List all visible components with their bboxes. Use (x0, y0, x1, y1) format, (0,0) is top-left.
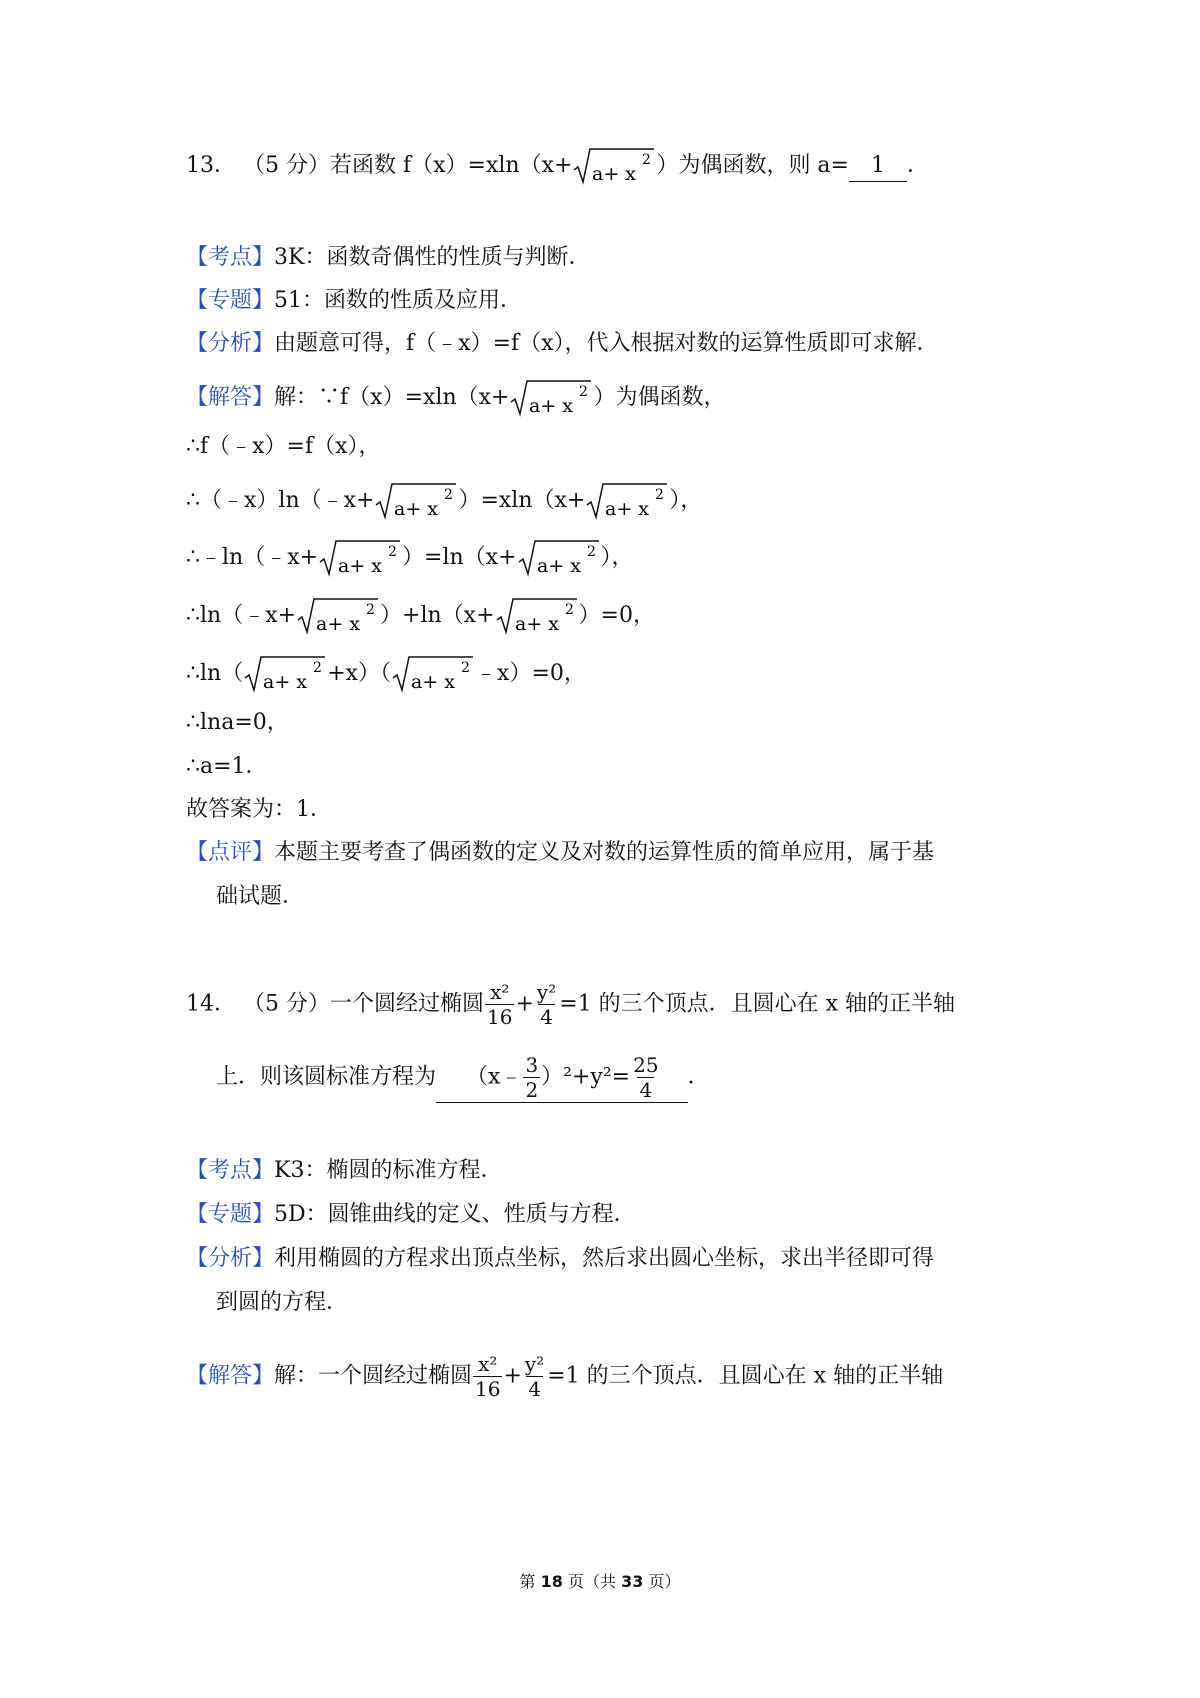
q13-stem (186, 146, 929, 186)
exponent-text: 2 (461, 660, 470, 676)
fraction-y2-4 (523, 1352, 546, 1401)
step-4-b: ）+ln（x+ (380, 603, 495, 628)
fenxi-tag: 【分析】 (186, 331, 275, 356)
radicand-text: a+ x (263, 671, 308, 693)
fraction-3-2 (523, 1053, 540, 1102)
q14-stem-text-b: =1 的三个顶点．且圆心在 x 轴的正半轴 (559, 991, 956, 1017)
step-4-a: ∴ln（﹣x+ (186, 603, 297, 628)
footer-post: 页） (643, 1572, 681, 1591)
q13-stem-text-b: ）为偶函数，则 a= (656, 153, 849, 178)
q14-answer-blank (436, 1053, 688, 1103)
radicand-text: a+ x (514, 613, 559, 635)
sqrt-symbol (391, 654, 475, 694)
step-2-c: ）， (669, 488, 703, 513)
fraction-numerator: x² (490, 980, 510, 1004)
answer-text-b: ）²+y²= (541, 1064, 631, 1090)
sqrt-symbol (296, 596, 380, 636)
q13-step-5 (186, 654, 586, 694)
fraction-y2-4 (535, 980, 558, 1029)
page-number: 18 (540, 1572, 563, 1591)
q14-jieda (186, 1352, 943, 1401)
sqrt-symbol (318, 538, 402, 578)
step-2-b: ）=xln（x+ (458, 488, 586, 513)
q14-stem (186, 980, 955, 1029)
q14-stem-text-a: 一个圆经过椭圆 (330, 991, 485, 1017)
q13-final-answer: 故答案为：1． (186, 797, 332, 822)
q14-zhuanti (186, 1200, 636, 1230)
q14-stem-line2 (216, 1053, 710, 1103)
zhuanti-text: 5D：圆锥曲线的定义、性质与方程． (274, 1202, 636, 1227)
step-3-c: ）， (600, 545, 634, 570)
kaodian-tag: 【考点】 (186, 1158, 275, 1183)
q13-zhuanti (186, 286, 522, 316)
step-2-a: ∴（﹣x）ln（﹣x+ (186, 488, 375, 513)
jieda-tag: 【解答】 (186, 1363, 275, 1389)
step-3-a: ∴﹣ln（﹣x+ (186, 545, 319, 570)
exponent-text: 2 (366, 602, 375, 618)
radicand-text: a+ x (394, 498, 439, 520)
radicand-text: a+ x (605, 498, 650, 520)
step-4-c: ）=0， (578, 603, 655, 628)
q13-number: 13． (186, 153, 236, 178)
footer-pre: 第 (519, 1572, 541, 1591)
radicand-text: a+ x (316, 613, 361, 635)
q13-jieda (186, 378, 725, 418)
dianping-tag: 【点评】 (186, 840, 275, 865)
zhuanti-tag: 【专题】 (186, 288, 275, 313)
kaodian-text: 3K：函数奇偶性的性质与判断． (274, 245, 591, 270)
q13-step-6: ∴lna=0， (186, 710, 289, 735)
fraction-denominator: 4 (540, 1005, 553, 1029)
exponent-text: 2 (388, 544, 397, 560)
kaodian-tag: 【考点】 (186, 245, 275, 270)
step-3-b: ）=ln（x+ (402, 545, 517, 570)
exponent-text: 2 (655, 487, 665, 503)
sqrt-symbol (585, 481, 669, 521)
sqrt-symbol (572, 146, 656, 186)
fraction-x2-16 (485, 980, 514, 1029)
q13-step-7: ∴a=1． (186, 754, 268, 779)
plus-sign: + (503, 1363, 522, 1389)
fraction-numerator: 25 (633, 1053, 659, 1077)
kaodian-text: K3：椭圆的标准方程． (274, 1158, 503, 1183)
fraction-numerator: 3 (525, 1053, 539, 1077)
zhuanti-text: 51：函数的性质及应用． (274, 288, 523, 313)
jieda-text-a: 解：∵f（x）=xln（x+ (274, 385, 510, 410)
sqrt-symbol (495, 596, 579, 636)
exponent-text: 2 (586, 544, 596, 560)
total-pages: 33 (621, 1572, 644, 1591)
dianping-text-1: 本题主要考查了偶函数的定义及对数的运算性质的简单应用，属于基 (274, 840, 935, 865)
q13-score: （5 分） (243, 153, 330, 178)
sqrt-symbol (509, 378, 593, 418)
q13-step-4 (186, 596, 655, 636)
answer-text-a: （x﹣ (466, 1064, 523, 1090)
q14-line2-end: ． (687, 1064, 710, 1090)
fraction-denominator: 16 (487, 1005, 513, 1029)
fraction-numerator: x² (478, 1352, 498, 1376)
fraction-denominator: 4 (528, 1377, 541, 1401)
fraction-25-4 (631, 1053, 660, 1102)
exponent-text: 2 (642, 152, 652, 168)
fraction-numerator: y² (524, 1352, 545, 1376)
sqrt-symbol (517, 538, 601, 578)
zhuanti-tag: 【专题】 (186, 1202, 275, 1227)
q13-dianping-cont: 础试题． (216, 884, 305, 909)
fenxi-tag: 【分析】 (186, 1246, 275, 1271)
page-footer (0, 1569, 1200, 1592)
q14-fenxi (186, 1244, 934, 1274)
q13-answer-blank: 1 (849, 151, 907, 182)
jieda-tag: 【解答】 (186, 385, 275, 410)
fraction-x2-16 (473, 1352, 502, 1401)
step-5-b: +x）（ (327, 661, 392, 686)
plus-sign: + (515, 991, 534, 1017)
q13-dianping (186, 838, 934, 868)
q14-kaodian (186, 1156, 502, 1186)
exponent-text: 2 (313, 660, 323, 676)
exponent-text: 2 (579, 384, 589, 400)
q13-end: ． (906, 153, 929, 178)
jieda-text-b: =1 的三个顶点．且圆心在 x 轴的正半轴 (547, 1363, 944, 1389)
q14-number: 14． (186, 991, 236, 1017)
radicand-text: a+ x (536, 555, 581, 577)
exponent-text: 2 (444, 487, 454, 503)
q13-step-1: ∴f（﹣x）=f（x）， (186, 434, 381, 459)
fraction-denominator: 16 (475, 1377, 501, 1401)
radicand-text: a+ x (529, 395, 574, 417)
radicand-text: a+ x (592, 163, 637, 185)
fraction-numerator: y² (536, 980, 557, 1004)
fenxi-text: 由题意可得，f（﹣x）=f（x），代入根据对数的运算性质即可求解． (274, 331, 939, 356)
fraction-denominator: 2 (525, 1078, 539, 1102)
q14-score: （5 分） (243, 991, 330, 1017)
q13-kaodian (186, 243, 590, 273)
exponent-text: 2 (564, 602, 574, 618)
radicand-text: a+ x (338, 555, 383, 577)
q13-fenxi (186, 329, 939, 359)
q13-step-2 (186, 481, 702, 521)
q13-step-3 (186, 538, 634, 578)
sqrt-symbol (243, 654, 327, 694)
q14-line2-text: 上．则该圆标准方程为 (216, 1064, 437, 1090)
radicand-text: a+ x (411, 671, 456, 693)
step-5-a: ∴ln（ (186, 661, 244, 686)
jieda-text-b: ）为偶函数， (593, 385, 726, 410)
step-5-c: ﹣x）=0， (475, 661, 586, 686)
footer-mid: 页（共 (562, 1572, 622, 1591)
fraction-denominator: 4 (639, 1078, 653, 1102)
q13-stem-text-a: 若函数 f（x）=xln（x+ (330, 153, 573, 178)
q14-fenxi-cont: 到圆的方程． (216, 1290, 349, 1315)
sqrt-symbol (374, 481, 458, 521)
fenxi-text-1: 利用椭圆的方程求出顶点坐标，然后求出圆心坐标，求出半径即可得 (274, 1246, 935, 1271)
jieda-text-a: 解：一个圆经过椭圆 (274, 1363, 473, 1389)
